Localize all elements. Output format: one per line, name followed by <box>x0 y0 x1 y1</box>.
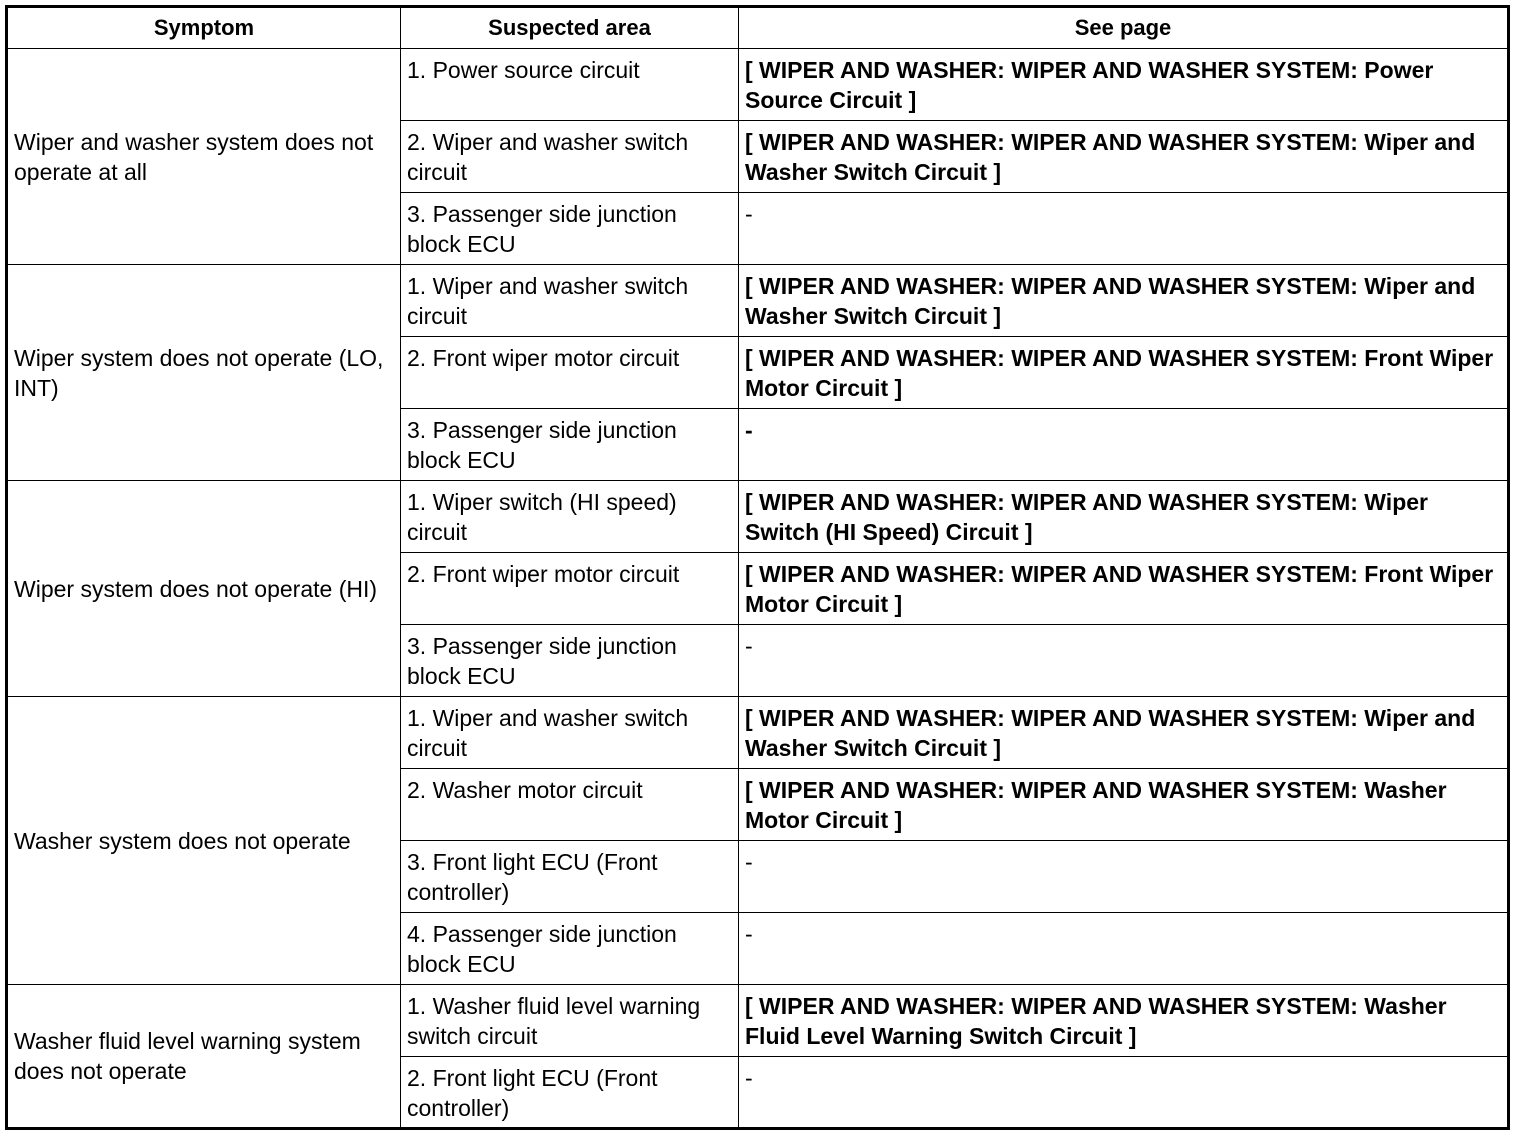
suspected-area-cell: 3. Passenger side junction block ECU <box>401 409 739 481</box>
see-page-link[interactable]: [ WIPER AND WASHER: WIPER AND WASHER SYSTEM: Front Wiper Motor Circuit ] <box>739 337 1509 409</box>
table-row <box>7 49 1509 121</box>
problem-symptoms-table <box>5 5 1510 1130</box>
symptom-cell: Wiper system does not operate (HI) <box>7 481 401 697</box>
table-body <box>7 49 1509 1129</box>
symptom-cell: Washer system does not operate <box>7 697 401 985</box>
suspected-area-cell: 1. Washer fluid level warning switch circuit <box>401 985 739 1057</box>
symptom-cell: Wiper system does not operate (LO, INT) <box>7 265 401 481</box>
header-suspected-area: Suspected area <box>401 7 739 49</box>
see-page-cell: - <box>739 913 1509 985</box>
table-header-row <box>7 7 1509 49</box>
symptom-cell: Wiper and washer system does not operate at all <box>7 49 401 265</box>
suspected-area-cell: 2. Front light ECU (Front controller) <box>401 1057 739 1129</box>
see-page-link[interactable]: [ WIPER AND WASHER: WIPER AND WASHER SYSTEM: Washer Fluid Level Warning Switch Circuit ] <box>739 985 1509 1057</box>
see-page-cell: - <box>739 1057 1509 1129</box>
header-see-page: See page <box>739 7 1509 49</box>
see-page-cell: - <box>739 193 1509 265</box>
suspected-area-cell: 1. Wiper and washer switch circuit <box>401 265 739 337</box>
table-row <box>7 265 1509 337</box>
suspected-area-cell: 2. Washer motor circuit <box>401 769 739 841</box>
see-page-link[interactable]: [ WIPER AND WASHER: WIPER AND WASHER SYSTEM: Wiper Switch (HI Speed) Circuit ] <box>739 481 1509 553</box>
suspected-area-cell: 2. Wiper and washer switch circuit <box>401 121 739 193</box>
see-page-link[interactable]: [ WIPER AND WASHER: WIPER AND WASHER SYSTEM: Washer Motor Circuit ] <box>739 769 1509 841</box>
suspected-area-cell: 3. Passenger side junction block ECU <box>401 625 739 697</box>
table-row <box>7 481 1509 553</box>
symptom-cell: Washer fluid level warning system does not operate <box>7 985 401 1129</box>
suspected-area-cell: 1. Wiper switch (HI speed) circuit <box>401 481 739 553</box>
suspected-area-cell: 4. Passenger side junction block ECU <box>401 913 739 985</box>
see-page-cell: - <box>739 409 1509 481</box>
table-row <box>7 697 1509 769</box>
suspected-area-cell: 1. Wiper and washer switch circuit <box>401 697 739 769</box>
table-row <box>7 985 1509 1057</box>
see-page-cell: - <box>739 625 1509 697</box>
suspected-area-cell: 3. Passenger side junction block ECU <box>401 193 739 265</box>
suspected-area-cell: 3. Front light ECU (Front controller) <box>401 841 739 913</box>
header-symptom: Symptom <box>7 7 401 49</box>
see-page-link[interactable]: [ WIPER AND WASHER: WIPER AND WASHER SYSTEM: Wiper and Washer Switch Circuit ] <box>739 697 1509 769</box>
see-page-cell: - <box>739 841 1509 913</box>
suspected-area-cell: 1. Power source circuit <box>401 49 739 121</box>
see-page-link[interactable]: [ WIPER AND WASHER: WIPER AND WASHER SYSTEM: Wiper and Washer Switch Circuit ] <box>739 265 1509 337</box>
suspected-area-cell: 2. Front wiper motor circuit <box>401 553 739 625</box>
suspected-area-cell: 2. Front wiper motor circuit <box>401 337 739 409</box>
see-page-link[interactable]: [ WIPER AND WASHER: WIPER AND WASHER SYSTEM: Wiper and Washer Switch Circuit ] <box>739 121 1509 193</box>
see-page-link[interactable]: [ WIPER AND WASHER: WIPER AND WASHER SYSTEM: Front Wiper Motor Circuit ] <box>739 553 1509 625</box>
see-page-link[interactable]: [ WIPER AND WASHER: WIPER AND WASHER SYSTEM: Power Source Circuit ] <box>739 49 1509 121</box>
